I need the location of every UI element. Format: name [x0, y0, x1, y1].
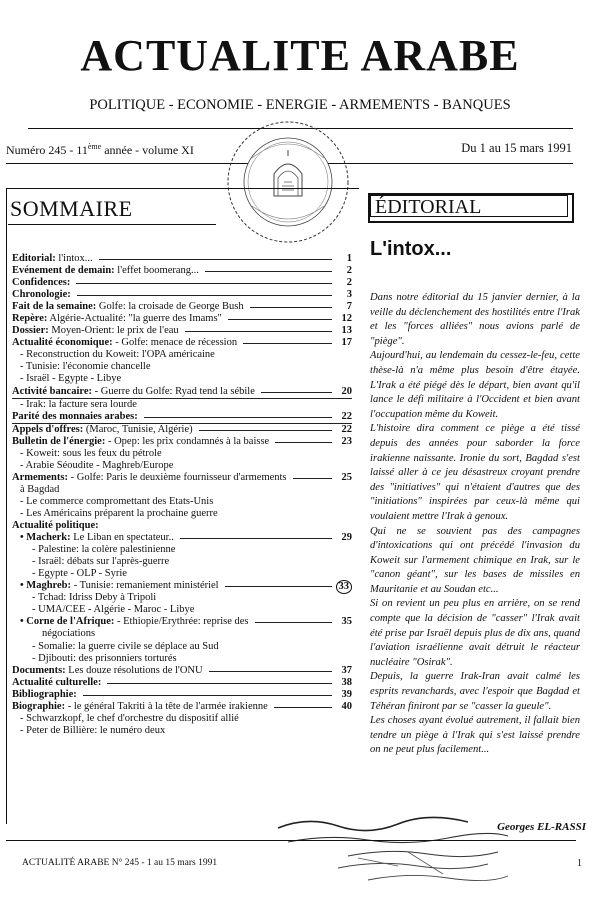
- toc-entry-label: [12, 520, 99, 531]
- editorial-paragraph: Depuis, la guerre Irak-Iran avait calmé les esprits revanchards, avec l'espoir que Bagdad et Téhéran finiront par se "casser la gueule".: [370, 671, 580, 712]
- toc-entry-label: [12, 253, 93, 264]
- toc-entry-label: [12, 424, 193, 435]
- toc-entry: [12, 289, 352, 301]
- toc-entry-label: [32, 653, 177, 664]
- toc-entry-page: 7: [346, 301, 352, 313]
- toc-entry-heading: Appels d'offres:: [12, 423, 84, 435]
- toc-entry-text: - Arabie Séoudite - Maghreb/Europe: [20, 459, 174, 471]
- editorial-paragraph: L'histoire dira comment ce piège a été tissé depuis des années pour saborder la force irakienne naissante. Ironie du sort, Bagdad s'est laissé aller à ce jeu désastreux croyant prendre des "initiatives" qui n'étaient d'autres que des "initiations" inspirées par ceux-là même qui voulaient mettre l'Irak à genoux.: [370, 423, 580, 522]
- toc-entry-page: 2: [346, 277, 352, 289]
- toc-entry: [12, 423, 352, 436]
- toc-entry-label: [12, 386, 255, 397]
- toc-entry: [12, 448, 352, 460]
- toc-entry-label: [20, 484, 59, 495]
- toc-entry-text: négociations: [42, 628, 96, 640]
- toc-entry-page: 2: [346, 265, 352, 277]
- toc-entry-label: [12, 677, 101, 688]
- toc-entry-text: - Israël: débats sur l'après-guerre: [32, 556, 170, 568]
- toc-leader: [274, 707, 332, 708]
- toc-entry-page: 40: [341, 700, 352, 712]
- toc-entry: [12, 253, 352, 265]
- toc-entry-heading: Actualité économique:: [12, 337, 113, 349]
- toc-leader: [144, 417, 332, 418]
- toc-entry-heading: • Macherk:: [20, 532, 71, 544]
- footer-rule: [6, 840, 576, 841]
- toc-entry-page: 20: [341, 385, 352, 397]
- toc-entry-label: [32, 544, 175, 555]
- toc-entry: [12, 472, 352, 484]
- toc-entry: [12, 641, 352, 653]
- toc-leader: [76, 283, 332, 284]
- toc-entry-text: Moyen-Orient: le prix de l'eau: [48, 325, 179, 337]
- toc-entry: [12, 568, 352, 580]
- toc-entry: [12, 713, 352, 725]
- toc-entry: [12, 325, 352, 337]
- toc-entry-text: - Somalie: la guerre civile se déplace au Sud: [32, 640, 219, 652]
- toc-entry-text: - Le commerce compromettant des Etats-Unis: [20, 495, 214, 507]
- toc-entry-label: [12, 411, 138, 422]
- toc-entry-text: - Ethiopie/Erythrée: reprise des: [114, 616, 249, 628]
- editorial-paragraph: Aujourd'hui, au lendemain du cessez-le-feu, cette thèse-là n'a même plus besoin d'être étayée. L'Irak a été piégé dès le départ, bien avant qu'il lance le défi militaire à l'Occident et bien avant l'occupation même du Koweit.: [370, 350, 580, 420]
- editorial-headline: L'intox...: [370, 238, 452, 260]
- masthead-subtitle: POLITIQUE - ECONOMIE - ENERGIE - ARMEMENTS - BANQUES: [89, 97, 511, 113]
- issue-date: Du 1 au 15 mars 1991: [461, 141, 572, 155]
- toc-entry-page: 38: [341, 676, 352, 688]
- toc-entry-page: 39: [341, 688, 352, 700]
- issue-year-sup: ème: [87, 142, 102, 151]
- toc-leader: [77, 295, 332, 296]
- toc-entry: [12, 265, 352, 277]
- toc-entry-heading: Editorial:: [12, 253, 56, 264]
- toc-entry-label: [12, 701, 268, 712]
- toc-entry-page: 22: [341, 423, 352, 435]
- toc-entry-text: - Golfe: menace de récession: [112, 337, 238, 349]
- handwritten-stamp-image: [268, 808, 518, 888]
- toc-entry-page: 23: [341, 435, 352, 447]
- table-of-contents: [12, 253, 352, 737]
- toc-entry-heading: Bulletin de l'énergie:: [12, 435, 106, 447]
- toc-entry-label: [20, 349, 215, 360]
- footer-text: ACTUALITÉ ARABE N° 245 - 1 au 15 mars 1991: [22, 858, 218, 868]
- toc-entry: [12, 361, 352, 373]
- toc-entry: [12, 556, 352, 568]
- toc-entry: [12, 313, 352, 325]
- toc-entry: [12, 436, 352, 448]
- toc-entry-label: [20, 361, 151, 372]
- toc-entry: [12, 701, 352, 713]
- toc-entry-heading: Biographie:: [12, 700, 66, 712]
- toc-entry-text: - Les Américains préparent la prochaine guerre: [20, 507, 218, 519]
- toc-entry-page: 29: [341, 532, 352, 544]
- editorial-paragraph: Qui ne se souvient pas des campagnes d'intoxications qui ont précédé l'invasion du Koweit sur l'armement chimique en Irak, sur le "canon géant", sur les bases de missiles en Mauritanie et au Soudan etc...: [370, 525, 580, 595]
- toc-entry-label: [12, 325, 179, 336]
- toc-entry-text: - Reconstruction du Koweit: l'OPA américaine: [20, 349, 215, 361]
- toc-entry-text: - Schwarzkopf, le chef d'orchestre du dispositif allié: [20, 712, 239, 724]
- toc-leader: [185, 331, 332, 332]
- toc-entry-text: - Koweit: sous les feux du pétrole: [20, 447, 162, 459]
- toc-entry-label: [12, 665, 203, 676]
- toc-entry-text: - UMA/CEE - Algérie - Maroc - Libye: [32, 604, 195, 616]
- toc-entry-page: 37: [341, 664, 352, 676]
- toc-entry-label: [12, 337, 237, 348]
- toc-entry: [12, 277, 352, 289]
- toc-entry-label: [12, 277, 70, 288]
- toc-leader: [255, 622, 333, 623]
- issue-number: Numéro 245 - 11: [6, 143, 88, 157]
- toc-entry: [12, 616, 352, 628]
- toc-leader: [180, 538, 332, 539]
- toc-entry-text: Algérie-Actualité: "la guerre des Imams": [47, 313, 222, 325]
- toc-entry-page: 17: [341, 337, 352, 349]
- toc-entry: [12, 689, 352, 701]
- toc-entry-label: [20, 373, 121, 384]
- issue-volume: année - volume XI: [101, 143, 194, 157]
- toc-entry: [12, 580, 352, 592]
- toc-entry: [12, 604, 352, 616]
- toc-entry-label: [20, 580, 219, 591]
- toc-entry: [12, 665, 352, 677]
- toc-entry: [12, 373, 352, 385]
- toc-entry-label: [32, 604, 194, 615]
- toc-leader: [205, 271, 332, 272]
- toc-entry-text: - le général Takriti à la tête de l'armée irakienne: [65, 700, 268, 712]
- toc-entry-heading: Parité des monnaies arabes:: [12, 410, 138, 422]
- toc-entry: [12, 544, 352, 556]
- toc-entry-heading: • Corne de l'Afrique:: [20, 616, 115, 628]
- editorial-signature: Georges EL-RASSI: [497, 821, 586, 833]
- toc-entry-text: - Tchad: Idriss Deby à Tripoli: [32, 592, 157, 604]
- toc-entry: [12, 592, 352, 604]
- footer-page-number: 1: [577, 858, 582, 869]
- toc-entry-text: - Palestine: la colère palestinienne: [32, 544, 176, 556]
- toc-entry-label: [20, 616, 249, 627]
- toc-entry-text: l'intox...: [55, 253, 93, 264]
- toc-entry-heading: Documents:: [12, 664, 66, 676]
- toc-entry-text: Le Liban en spectateur..: [70, 532, 174, 544]
- toc-entry: [12, 496, 352, 508]
- toc-entry-heading: Chronologie:: [12, 289, 71, 301]
- toc-entry-label: [12, 301, 244, 312]
- toc-entry-page: 22: [341, 410, 352, 422]
- toc-leader: [107, 683, 332, 684]
- toc-entry-text: - Israël - Egypte - Libye: [20, 373, 122, 385]
- toc-entry: [12, 398, 352, 411]
- toc-entry-heading: Repère:: [12, 313, 48, 325]
- toc-entry-heading: Activité bancaire:: [12, 385, 92, 397]
- editorial-paragraph: Dans notre éditorial du 15 janvier dernier, à la veille du déclenchement des hostilités entre l'Irak et les "forces alliées" nous avions parlé de "piège".: [370, 292, 580, 347]
- toc-leader: [99, 259, 332, 260]
- toc-entry: [12, 411, 352, 423]
- toc-entry-heading: Evénement de demain:: [12, 265, 115, 277]
- sommaire-underline: [8, 224, 216, 225]
- editorial-title: ÉDITORIAL: [370, 195, 568, 217]
- toc-entry-text: Golfe: la croisade de George Bush: [96, 301, 244, 313]
- toc-entry: [12, 484, 352, 496]
- toc-entry-text: - Djibouti: des prisonniers torturés: [32, 652, 177, 664]
- toc-entry-label: [20, 713, 239, 724]
- toc-leader: [199, 430, 332, 431]
- toc-entry-label: [12, 289, 71, 300]
- toc-entry: [12, 337, 352, 349]
- toc-entry-label: [20, 399, 137, 410]
- toc-entry: [12, 520, 352, 532]
- toc-entry-text: - Opep: les prix condamnés à la baisse: [105, 435, 270, 447]
- toc-entry-page: 35: [341, 616, 352, 628]
- toc-entry-text: - Peter de Billière: le numéro deux: [20, 724, 166, 736]
- toc-entry-label: [12, 689, 77, 700]
- toc-entry-label: [20, 725, 165, 736]
- toc-leader: [250, 307, 332, 308]
- toc-entry-text: à Bagdad: [20, 483, 60, 495]
- toc-entry-label: [12, 472, 287, 483]
- toc-entry-text: - Tunisie: l'économie chancelle: [20, 361, 151, 373]
- toc-entry-text: - Tunisie: remaniement ministériel: [71, 580, 219, 592]
- toc-entry-text: l'effet boomerang...: [114, 265, 199, 277]
- editorial-paragraph: Si on revient un peu plus en arrière, on se rend compte que la décision de "casser" l'Irak avait été prise par Israël depuis plus de dix ans, quand l'aviation israélienne avait détruit le réacteur nucléaire "Osirak".: [370, 598, 580, 668]
- toc-leader: [261, 392, 332, 393]
- toc-entry-heading: Actualité culturelle:: [12, 676, 102, 688]
- toc-leader: [243, 343, 332, 344]
- toc-entry-heading: • Maghreb:: [20, 580, 72, 592]
- toc-leader: [83, 695, 332, 696]
- toc-entry-label: [20, 460, 173, 471]
- toc-entry-label: [20, 448, 162, 459]
- toc-entry: [12, 508, 352, 520]
- toc-entry: [12, 301, 352, 313]
- toc-entry: [12, 460, 352, 472]
- toc-entry-heading: Bibliographie:: [12, 688, 77, 700]
- toc-leader: [209, 671, 332, 672]
- toc-entry-heading: Confidences:: [12, 277, 71, 289]
- issue-line: [6, 142, 194, 158]
- toc-leader: [228, 319, 332, 320]
- toc-entry: [12, 725, 352, 737]
- toc-entry-text: (Maroc, Tunisie, Algérie): [83, 423, 193, 435]
- toc-entry-label: [12, 313, 222, 324]
- toc-entry-text: Les douze résolutions de l'ONU: [65, 664, 203, 676]
- toc-entry-label: [12, 265, 199, 276]
- toc-entry-label: [32, 592, 156, 603]
- toc-entry-text: - Irak: la facture sera lourde: [20, 398, 137, 410]
- toc-entry: [12, 628, 352, 640]
- toc-entry-text: - Egypte - OLP - Syrie: [32, 568, 127, 580]
- toc-entry: [12, 677, 352, 689]
- toc-entry-text: - Golfe: Paris le deuxième fournisseur d'armements: [67, 471, 287, 483]
- toc-leader: [293, 478, 332, 479]
- masthead-title: ACTUALITE ARABE: [80, 31, 520, 80]
- toc-entry-page: 12: [341, 313, 352, 325]
- toc-entry-label: [12, 436, 269, 447]
- toc-entry-page: 3: [346, 289, 352, 301]
- toc-entry-heading: Fait de la semaine:: [12, 301, 97, 313]
- toc-entry-page: 1: [346, 253, 352, 264]
- toc-leader: [225, 586, 332, 587]
- toc-entry: [12, 653, 352, 665]
- toc-entry-page: 13: [341, 325, 352, 337]
- toc-entry-label: [32, 568, 127, 579]
- toc-entry-heading: Dossier:: [12, 325, 49, 337]
- toc-entry-label: [32, 556, 169, 567]
- toc-entry: [12, 532, 352, 544]
- toc-entry: [12, 349, 352, 361]
- sommaire-title: SOMMAIRE: [10, 196, 133, 221]
- editorial-body: [370, 291, 580, 758]
- toc-entry-heading: Armements:: [12, 471, 68, 483]
- toc-entry-label: [20, 532, 174, 543]
- toc-entry-label: [32, 641, 219, 652]
- toc-entry-label: [42, 628, 95, 639]
- toc-leader: [275, 442, 332, 443]
- editorial-paragraph: Les choses ayant évolué autrement, il fallait bien tendre un piège à l'Irak qui s'est laissé prendre on ne peut plus facilement...: [370, 715, 580, 756]
- toc-entry-text: - Guerre du Golfe: Ryad tend la sébile: [92, 385, 255, 397]
- toc-entry: [12, 386, 352, 398]
- toc-entry-page: 25: [341, 471, 352, 483]
- toc-entry-page: 33: [336, 580, 353, 594]
- toc-entry-label: [20, 496, 213, 507]
- toc-entry-label: [20, 508, 218, 519]
- toc-entry-heading: Actualité politique:: [12, 520, 99, 532]
